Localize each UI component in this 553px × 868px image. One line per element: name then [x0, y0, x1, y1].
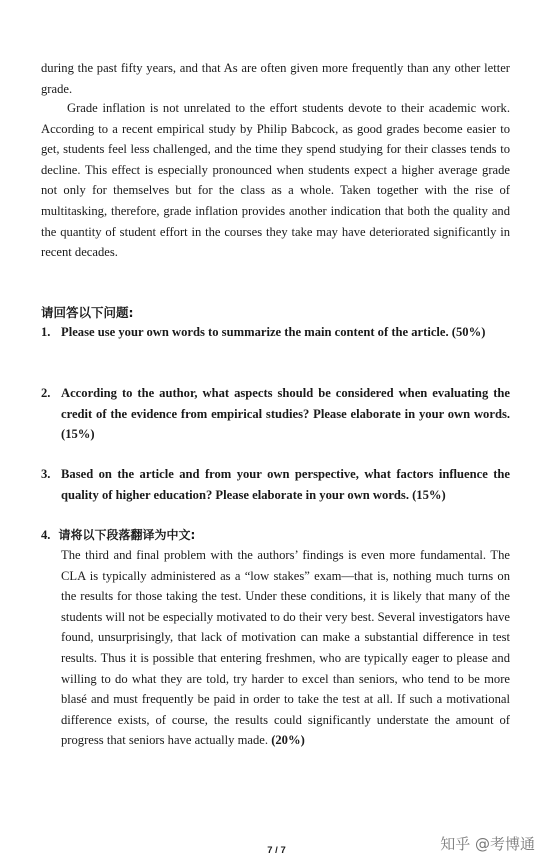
passage-continuation: during the past fifty years, and that As are often given more frequently than any other letter grade. [41, 61, 510, 96]
question-text: Please use your own words to summarize the main content of the article. (50%) [61, 325, 486, 339]
question-text: According to the author, what aspects should be considered when evaluating the credit of the evidence from empirical studies? Please elaborate in your own words. (15%) [61, 386, 510, 442]
question-number: 1. [41, 325, 51, 339]
question-number: 4. [41, 528, 51, 542]
question-text: Based on the article and from your own perspective, what factors influence the quality of higher education? Please elaborate in your own words. (15%) [61, 467, 510, 502]
question-4-header [41, 526, 195, 543]
translation-passage [61, 545, 510, 751]
passage-paragraph: Grade inflation is not unrelated to the effort students devote to their academic work. According to a recent empirical study by Philip Babcock, as good grades become easier to get, students feel less challenged, and the time they spend studying for their classes tends to decline. This effect is especially pronounced when students expect a higher average grade not only for themselves but for the class as a whole. Taken together with the rise of multitasking, therefore, grade inflation provides another indication that both the quality and the quantity of student effort in the courses they take may have deteriorated significantly in recent decades. [41, 101, 510, 260]
question-4-title: 请将以下段落翻译为中文: [58, 528, 196, 542]
translation-text: The third and final problem with the authors’ findings is even more fundamental. The CLA is typically administered as a “low stakes” exam—that is, nothing much turns on the results for those taking the test. Under these conditions, it is likely that many of the students will not be especially motivated to do their very best. Several investigators have found, unsurprisingly, that lack of motivation can make a substantial difference in test results. Thus it is possible that entering freshmen, who are typically eager to please and willing to do what they are told, try harder to excel than seniors, who tend to be more blasé and must frequently be paid in order to take the test at all. If such a motivational difference exists, of course, the results could significantly understate the amount of progress that seniors have actually made. [61, 548, 510, 748]
watermark: 知乎 @考博通 [440, 835, 535, 853]
question-3 [41, 464, 510, 505]
questions-heading: 请回答以下问题: [41, 305, 134, 320]
question-1 [41, 322, 510, 343]
question-number: 3. [41, 467, 51, 481]
question-2 [41, 383, 510, 445]
question-number: 2. [41, 386, 51, 400]
page-number: 7 / 7 [267, 845, 286, 856]
question-4-weight: (20%) [271, 733, 305, 748]
